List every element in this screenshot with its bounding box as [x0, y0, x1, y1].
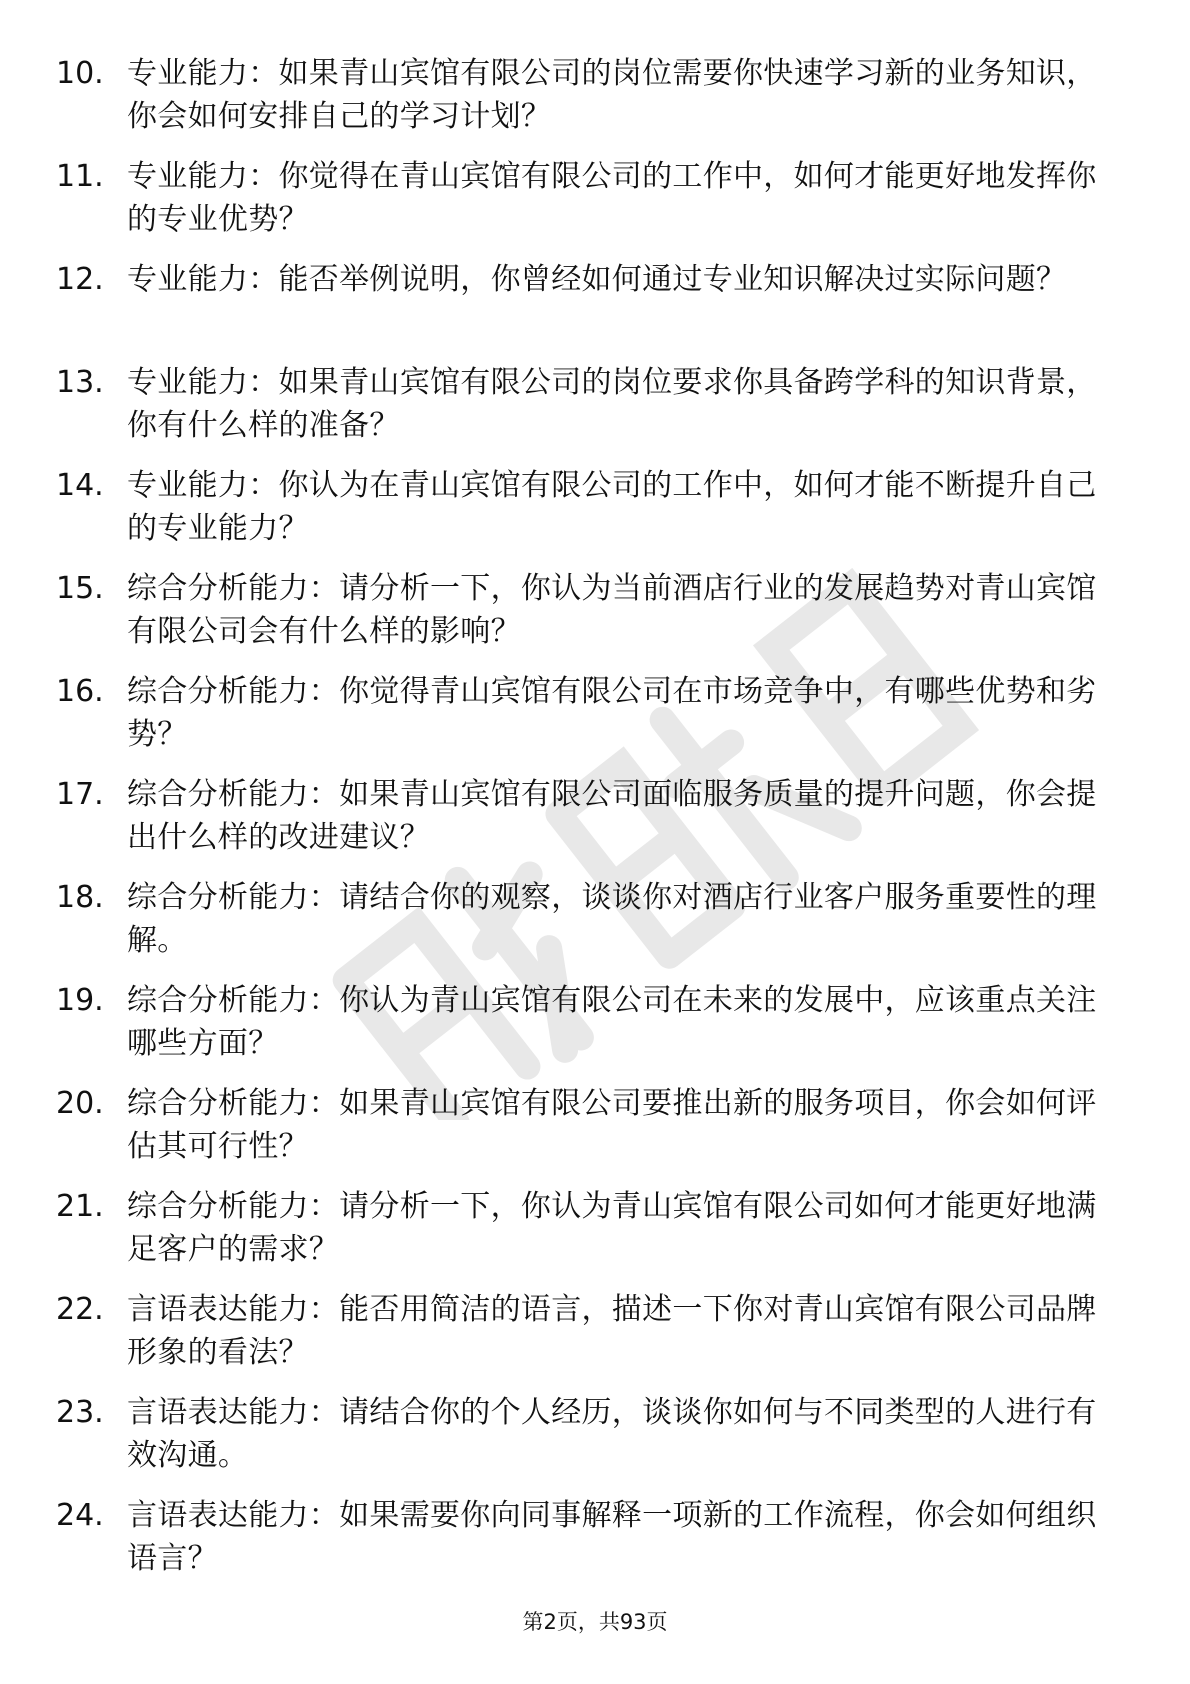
list-item	[0, 1391, 1190, 1494]
question-text: 综合分析能力：你认为青山宾馆有限公司在未来的发展中，应该重点关注哪些方面？	[127, 983, 1097, 1061]
list-item	[0, 1082, 1190, 1185]
question-number: 21.	[56, 1189, 104, 1224]
question-text: 综合分析能力：请分析一下，你认为青山宾馆有限公司如何才能更好地满足客户的需求？	[127, 1189, 1097, 1267]
list-item	[0, 979, 1190, 1082]
question-text: 综合分析能力：请结合你的观察，谈谈你对酒店行业客户服务重要性的理解。	[127, 880, 1097, 958]
question-text: 专业能力：你觉得在青山宾馆有限公司的工作中，如何才能更好地发挥你的专业优势？	[127, 159, 1097, 237]
question-number: 10.	[56, 56, 104, 91]
list-item	[0, 361, 1190, 464]
question-number: 22.	[56, 1292, 104, 1327]
question-text: 专业能力：如果青山宾馆有限公司的岗位要求你具备跨学科的知识背景，你有什么样的准备？	[127, 365, 1097, 443]
question-number: 24.	[56, 1498, 104, 1533]
list-item	[0, 464, 1190, 567]
question-number: 11.	[56, 159, 104, 194]
list-item	[0, 258, 1190, 361]
list-item	[0, 567, 1190, 670]
list-item	[0, 1185, 1190, 1288]
question-number: 12.	[56, 262, 104, 297]
list-item	[0, 1494, 1190, 1597]
list-item	[0, 1288, 1190, 1391]
question-text: 言语表达能力：如果需要你向同事解释一项新的工作流程，你会如何组织语言？	[127, 1498, 1097, 1576]
question-number: 13.	[56, 365, 104, 400]
question-text: 综合分析能力：如果青山宾馆有限公司面临服务质量的提升问题，你会提出什么样的改进建议？	[127, 777, 1097, 855]
question-text: 综合分析能力：你觉得青山宾馆有限公司在市场竞争中，有哪些优势和劣势？	[127, 674, 1097, 752]
question-number: 17.	[56, 777, 104, 812]
question-text: 专业能力：能否举例说明，你曾经如何通过专业知识解决过实际问题？	[127, 262, 1067, 297]
list-item	[0, 773, 1190, 876]
question-list	[0, 52, 1190, 1597]
question-text: 综合分析能力：请分析一下，你认为当前酒店行业的发展趋势对青山宾馆有限公司会有什么样的影响？	[127, 571, 1097, 649]
question-text: 专业能力：你认为在青山宾馆有限公司的工作中，如何才能不断提升自己的专业能力？	[127, 468, 1097, 546]
question-number: 14.	[56, 468, 104, 503]
list-item	[0, 155, 1190, 258]
question-number: 19.	[56, 983, 104, 1018]
list-item	[0, 52, 1190, 155]
question-number: 20.	[56, 1086, 104, 1121]
question-text: 综合分析能力：如果青山宾馆有限公司要推出新的服务项目，你会如何评估其可行性？	[127, 1086, 1097, 1164]
question-text: 言语表达能力：能否用简洁的语言，描述一下你对青山宾馆有限公司品牌形象的看法？	[127, 1292, 1097, 1370]
question-number: 18.	[56, 880, 104, 915]
question-number: 15.	[56, 571, 104, 606]
question-number: 23.	[56, 1395, 104, 1430]
list-item	[0, 670, 1190, 773]
page-footer: 第2页，共93页	[522, 1610, 668, 1634]
question-text: 专业能力：如果青山宾馆有限公司的岗位需要你快速学习新的业务知识，你会如何安排自己的学习计划？	[127, 56, 1097, 134]
list-item	[0, 876, 1190, 979]
question-text: 言语表达能力：请结合你的个人经历，谈谈你如何与不同类型的人进行有效沟通。	[127, 1395, 1097, 1473]
question-number: 16.	[56, 674, 104, 709]
